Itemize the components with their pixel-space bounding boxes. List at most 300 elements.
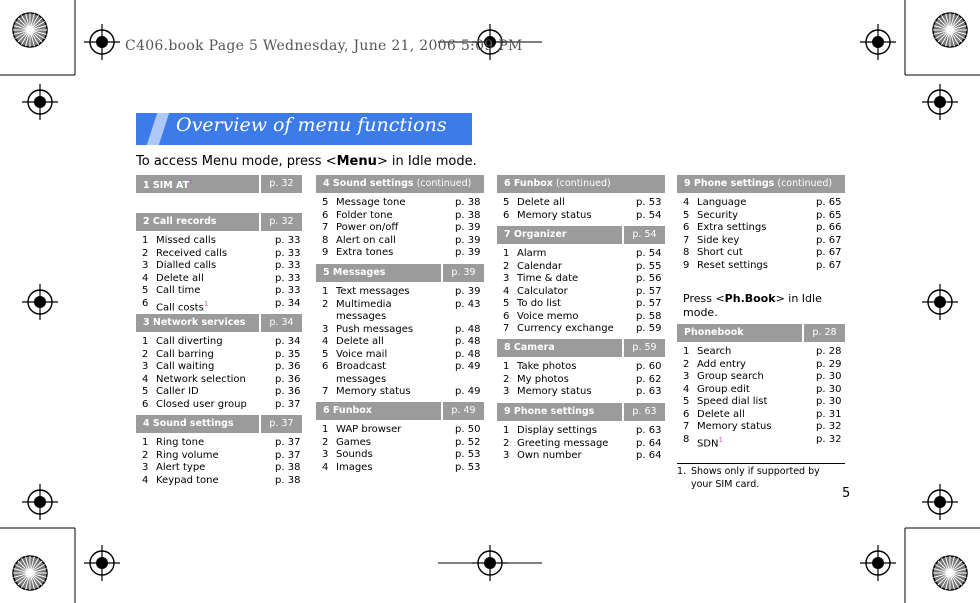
item-label	[156, 399, 247, 412]
menu-item	[503, 425, 665, 438]
menu-item	[683, 197, 845, 210]
item-page: p. 58	[636, 310, 662, 322]
item-label	[336, 437, 371, 450]
item-label-text: Extra tones	[336, 247, 394, 258]
item-label-text: Sounds	[336, 449, 373, 460]
phonebook-intro-after: > in Idle mode.	[683, 292, 822, 319]
item-label-text: Take photos	[517, 361, 577, 372]
item-label-text: Closed user group	[156, 398, 247, 410]
continued-label: (continued)	[774, 178, 833, 189]
section-title	[323, 267, 385, 278]
menu-item	[683, 371, 845, 384]
section-page: p. 39	[441, 264, 484, 282]
section-title	[323, 405, 372, 416]
item-number: 3	[322, 323, 329, 335]
section-page: p. 54	[622, 226, 665, 244]
menu-item	[322, 349, 484, 362]
item-label	[336, 361, 386, 386]
item-label	[517, 386, 592, 399]
item-number: 1	[142, 235, 149, 246]
section-header	[136, 314, 302, 332]
menu-item	[322, 324, 484, 337]
item-label-text: Call barring	[156, 348, 214, 360]
item-number: 6	[142, 297, 149, 309]
item-label	[336, 210, 393, 223]
item-page: p. 33	[275, 235, 301, 246]
menu-item	[322, 222, 484, 235]
menu-item	[683, 384, 845, 397]
menu-item	[142, 399, 302, 412]
footnote-marker: 1	[718, 435, 723, 444]
item-number: 7	[683, 421, 690, 432]
section-page: p. 32	[259, 213, 302, 231]
section-title-text: Phonebook	[684, 327, 744, 338]
footnote-marker: 1	[189, 178, 194, 186]
item-label-text: Keypad tone	[156, 474, 219, 486]
menu-item	[142, 248, 302, 261]
item-number: 2	[322, 298, 329, 310]
section-items	[142, 235, 302, 313]
menu-item	[503, 386, 665, 399]
menu-item	[683, 409, 845, 422]
menu-item	[683, 235, 845, 248]
menu-item	[503, 361, 665, 374]
star-target-icon	[933, 556, 967, 590]
section-title-text: 1 SIM AT	[143, 180, 190, 192]
item-label-text: Received calls	[156, 247, 228, 259]
item-page: p. 64	[636, 450, 662, 461]
item-page: p. 36	[275, 361, 301, 372]
item-number: 5	[142, 386, 149, 397]
menu-item	[322, 299, 484, 324]
item-page: p. 29	[816, 358, 842, 370]
item-number: 6	[503, 310, 510, 322]
item-label-text: Language	[697, 197, 747, 208]
item-label	[156, 336, 223, 349]
item-label	[517, 438, 608, 451]
item-page: p. 39	[455, 234, 481, 246]
menu-item	[322, 449, 484, 462]
item-number: 3	[322, 449, 329, 460]
item-number: 2	[142, 449, 149, 461]
item-label-text: Short cut	[697, 247, 743, 258]
menu-item	[322, 437, 484, 450]
menu-item	[683, 434, 845, 447]
item-page: p. 38	[275, 462, 301, 473]
item-label	[156, 298, 208, 315]
item-page: p. 65	[816, 197, 842, 208]
registration-mark-icon	[922, 84, 958, 120]
menu-item	[142, 450, 302, 463]
item-number: 8	[683, 433, 690, 445]
item-label-text: Voice memo	[517, 310, 579, 322]
section-header	[497, 175, 665, 193]
menu-item	[142, 437, 302, 450]
item-page: p. 53	[455, 461, 481, 473]
section-items	[503, 425, 665, 463]
section-title	[143, 418, 234, 429]
page-title: Overview of menu functions	[176, 114, 447, 136]
menu-item	[503, 374, 665, 387]
section-title-text: 9 Phone settings	[684, 178, 775, 189]
item-label	[336, 424, 401, 437]
item-page: p. 37	[275, 437, 301, 448]
item-label	[336, 286, 410, 299]
item-page: p. 48	[455, 348, 481, 360]
menu-item	[322, 462, 484, 475]
item-label	[156, 285, 200, 298]
footnote-text: Shows only if supported by your SIM card.	[691, 466, 820, 490]
item-label	[517, 273, 578, 286]
menu-item	[503, 210, 665, 223]
menu-item	[683, 421, 845, 434]
item-number: 8	[683, 247, 690, 258]
item-label-text: Power on/off	[336, 222, 399, 233]
item-number: 5	[322, 348, 329, 360]
menu-item	[503, 298, 665, 311]
menu-item	[503, 197, 665, 210]
section-page: p. 28	[802, 324, 845, 342]
section-title	[143, 317, 245, 328]
item-number: 1	[503, 248, 510, 259]
item-page: p. 34	[275, 336, 301, 347]
menu-item	[322, 336, 484, 349]
section-title-text: 6 Funbox	[323, 405, 372, 416]
menu-item	[683, 396, 845, 409]
menu-item	[503, 323, 665, 336]
menu-item	[142, 374, 302, 387]
item-label-text: Reset settings	[697, 259, 768, 271]
item-label	[697, 260, 768, 273]
menu-item	[322, 424, 484, 437]
item-label-text: Games	[336, 436, 371, 448]
menu-item	[142, 235, 302, 248]
section-title	[504, 342, 555, 353]
section-header	[136, 175, 302, 193]
continued-label: (continued)	[552, 178, 611, 189]
item-label	[156, 248, 227, 261]
item-label-text: Own number	[517, 450, 582, 461]
menu-item	[142, 298, 302, 311]
item-label-text: Currency exchange	[517, 323, 614, 334]
item-label-text: Search	[697, 346, 732, 357]
section-header	[316, 402, 484, 420]
item-page: p. 32	[816, 433, 842, 445]
item-page: p. 57	[636, 285, 662, 297]
item-page: p. 38	[455, 209, 481, 221]
item-page: p. 53	[455, 449, 481, 460]
item-page: p. 39	[455, 222, 481, 233]
menu-item	[322, 235, 484, 248]
item-number: 2	[503, 437, 510, 449]
item-label-text: Multimedia messages	[336, 298, 392, 322]
menu-item	[503, 286, 665, 299]
item-number: 7	[322, 386, 329, 397]
item-page: p. 57	[636, 298, 662, 309]
item-number: 3	[503, 386, 510, 397]
intro-text	[136, 154, 477, 169]
menu-item	[322, 247, 484, 260]
item-label-text: Greeting message	[517, 437, 609, 449]
menu-item	[683, 359, 845, 372]
menu-item	[683, 247, 845, 260]
section-title	[143, 178, 194, 191]
item-number: 1	[503, 425, 510, 436]
item-label	[336, 235, 396, 248]
item-label-text: Group edit	[697, 383, 750, 395]
item-page: p. 54	[636, 248, 662, 259]
section-header	[136, 415, 302, 433]
item-label	[156, 349, 214, 362]
item-page: p. 65	[816, 209, 842, 221]
item-label	[517, 286, 568, 299]
registration-mark-icon	[922, 284, 958, 320]
item-label-text: Side key	[697, 234, 740, 246]
item-page: p. 33	[275, 247, 301, 259]
item-label-text: Calendar	[517, 260, 562, 272]
item-label-text: Missed calls	[156, 235, 216, 246]
registration-mark-icon	[22, 84, 58, 120]
item-label-text: Delete all	[697, 408, 745, 420]
item-label	[697, 247, 743, 260]
item-number: 6	[142, 398, 149, 410]
registration-mark-icon	[860, 545, 896, 581]
item-number: 5	[683, 396, 690, 407]
phonebook-intro	[683, 292, 843, 320]
item-page: p. 49	[455, 361, 481, 372]
continued-label: (continued)	[413, 178, 472, 189]
item-label-text: Memory status	[697, 421, 772, 432]
item-page: p. 37	[275, 398, 301, 410]
registration-mark-icon	[22, 284, 58, 320]
item-label	[156, 475, 219, 488]
item-label	[336, 349, 387, 362]
item-page: p. 67	[816, 234, 842, 246]
menu-item	[683, 346, 845, 359]
menu-item	[503, 261, 665, 274]
item-number: 6	[683, 222, 690, 233]
item-label-text: Text messages	[336, 286, 410, 297]
item-label	[517, 311, 579, 324]
item-label-text: Extra settings	[697, 222, 767, 233]
item-page: p. 30	[816, 396, 842, 407]
item-label-text: Call time	[156, 285, 201, 296]
item-label-text: SDN	[697, 437, 719, 449]
footnote-rule	[677, 463, 845, 464]
item-number: 4	[322, 461, 329, 473]
section-title-text: 4 Sound settings	[323, 178, 414, 189]
section-header	[497, 403, 665, 421]
item-page: p. 48	[455, 336, 481, 347]
footnote-marker: 1	[203, 299, 209, 308]
item-label-text: Calculator	[517, 285, 568, 297]
item-label	[697, 346, 731, 359]
item-label	[697, 359, 746, 372]
intro-key: Menu	[336, 154, 377, 169]
item-number: 8	[322, 234, 329, 246]
section-header	[497, 226, 665, 244]
item-label	[156, 386, 199, 399]
section-items	[142, 437, 302, 487]
item-label	[697, 222, 766, 235]
section-title	[504, 178, 611, 189]
item-number: 1	[503, 361, 510, 372]
section-items	[683, 346, 845, 449]
section-header	[677, 175, 845, 193]
section-items	[503, 361, 665, 399]
star-target-icon	[13, 556, 47, 590]
item-page: p. 53	[636, 197, 662, 208]
item-label	[517, 374, 569, 387]
item-label-text: Memory status	[517, 209, 592, 221]
menu-item	[142, 349, 302, 362]
item-label	[336, 449, 373, 462]
item-number: 4	[142, 272, 149, 284]
item-number: 3	[503, 273, 510, 284]
menu-item	[503, 450, 665, 463]
section-items	[322, 424, 484, 474]
intro-after: > in Idle mode.	[376, 154, 477, 169]
item-label-text: Voice mail	[336, 348, 388, 360]
item-page: p. 30	[816, 371, 842, 382]
section-items	[322, 286, 484, 399]
item-number: 7	[503, 323, 510, 334]
item-page: p. 56	[636, 273, 662, 284]
item-label	[517, 450, 582, 463]
item-label	[156, 450, 219, 463]
menu-item	[322, 210, 484, 223]
item-label-text: My photos	[517, 373, 569, 385]
item-label	[697, 197, 746, 210]
item-label-text: To do list	[517, 298, 562, 309]
menu-item	[142, 475, 302, 488]
menu-item	[683, 222, 845, 235]
item-number: 1	[142, 437, 149, 448]
item-page: p. 62	[636, 373, 662, 385]
item-page: p. 63	[636, 386, 662, 397]
item-number: 5	[683, 209, 690, 221]
section-title-text: 8 Camera	[504, 342, 555, 353]
item-page: p. 38	[455, 197, 481, 208]
page-number: 5	[842, 486, 851, 501]
item-number: 2	[503, 373, 510, 385]
item-page: p. 50	[455, 424, 481, 435]
menu-item	[142, 336, 302, 349]
item-number: 4	[142, 373, 149, 385]
item-page: p. 48	[455, 323, 481, 335]
item-label-text: Speed dial list	[697, 396, 768, 407]
item-label	[517, 298, 561, 311]
section-title	[684, 178, 832, 189]
section-title	[323, 178, 471, 189]
item-label	[336, 336, 384, 349]
menu-item	[142, 260, 302, 273]
item-page: p. 33	[275, 272, 301, 284]
item-label-text: Time & date	[517, 273, 579, 284]
item-page: p. 49	[455, 386, 481, 397]
section-title	[143, 216, 217, 227]
item-label	[697, 421, 772, 434]
item-label-text: Broadcast messages	[336, 361, 387, 385]
item-label	[336, 299, 392, 324]
item-label	[517, 210, 592, 223]
item-label	[517, 197, 565, 210]
item-label-text: Network selection	[156, 373, 246, 385]
item-number: 6	[322, 361, 329, 372]
item-label	[517, 323, 614, 336]
item-number: 5	[142, 285, 149, 296]
item-number: 5	[503, 298, 510, 309]
item-label-text: Delete all	[517, 197, 565, 208]
section-page: p. 63	[622, 403, 665, 421]
item-label	[156, 273, 204, 286]
section-header	[497, 339, 665, 357]
item-label	[697, 434, 723, 451]
item-number: 4	[503, 285, 510, 297]
item-label	[156, 462, 205, 475]
item-label	[156, 374, 246, 387]
item-label	[697, 235, 739, 248]
section-title	[504, 406, 594, 417]
registration-mark-icon	[84, 545, 120, 581]
item-label	[336, 247, 393, 260]
item-label	[336, 386, 411, 399]
item-label-text: WAP browser	[336, 424, 402, 435]
item-label-text: Alarm	[517, 248, 547, 259]
intro-before: To access Menu mode, press <	[136, 154, 337, 169]
item-label	[156, 260, 216, 273]
registration-mark-icon	[84, 24, 120, 60]
menu-item	[503, 273, 665, 286]
item-label	[156, 361, 214, 374]
menu-item	[683, 260, 845, 273]
item-label-text: Call diverting	[156, 336, 223, 347]
item-number: 6	[322, 209, 329, 221]
item-number: 9	[683, 259, 690, 271]
item-page: p. 64	[636, 437, 662, 449]
phonebook-intro-key: Ph.Book	[724, 292, 776, 305]
item-number: 2	[142, 247, 149, 259]
item-page: p. 59	[636, 323, 662, 334]
item-number: 6	[503, 209, 510, 221]
menu-item	[322, 361, 484, 386]
item-page: p. 34	[275, 297, 301, 309]
item-page: p. 66	[816, 222, 842, 233]
item-label	[336, 197, 406, 210]
item-label-text: Display settings	[517, 425, 597, 436]
menu-item	[503, 438, 665, 451]
item-page: p. 31	[816, 408, 842, 420]
item-page: p. 30	[816, 383, 842, 395]
section-title-text: 7 Organizer	[504, 229, 567, 240]
item-page: p. 35	[275, 348, 301, 360]
item-number: 4	[683, 197, 690, 208]
section-title	[504, 229, 567, 240]
section-title-text: 4 Sound settings	[143, 418, 234, 429]
item-page: p. 36	[275, 386, 301, 397]
registration-mark-icon	[860, 24, 896, 60]
item-label-text: Call waiting	[156, 361, 215, 372]
star-target-icon	[933, 13, 967, 47]
menu-item	[322, 286, 484, 299]
footnote-number: 1.	[677, 466, 687, 477]
item-page: p. 37	[275, 449, 301, 461]
section-page: p. 37	[259, 415, 302, 433]
menu-item	[142, 273, 302, 286]
item-number: 7	[322, 222, 329, 233]
item-label	[336, 222, 398, 235]
item-number: 4	[683, 383, 690, 395]
